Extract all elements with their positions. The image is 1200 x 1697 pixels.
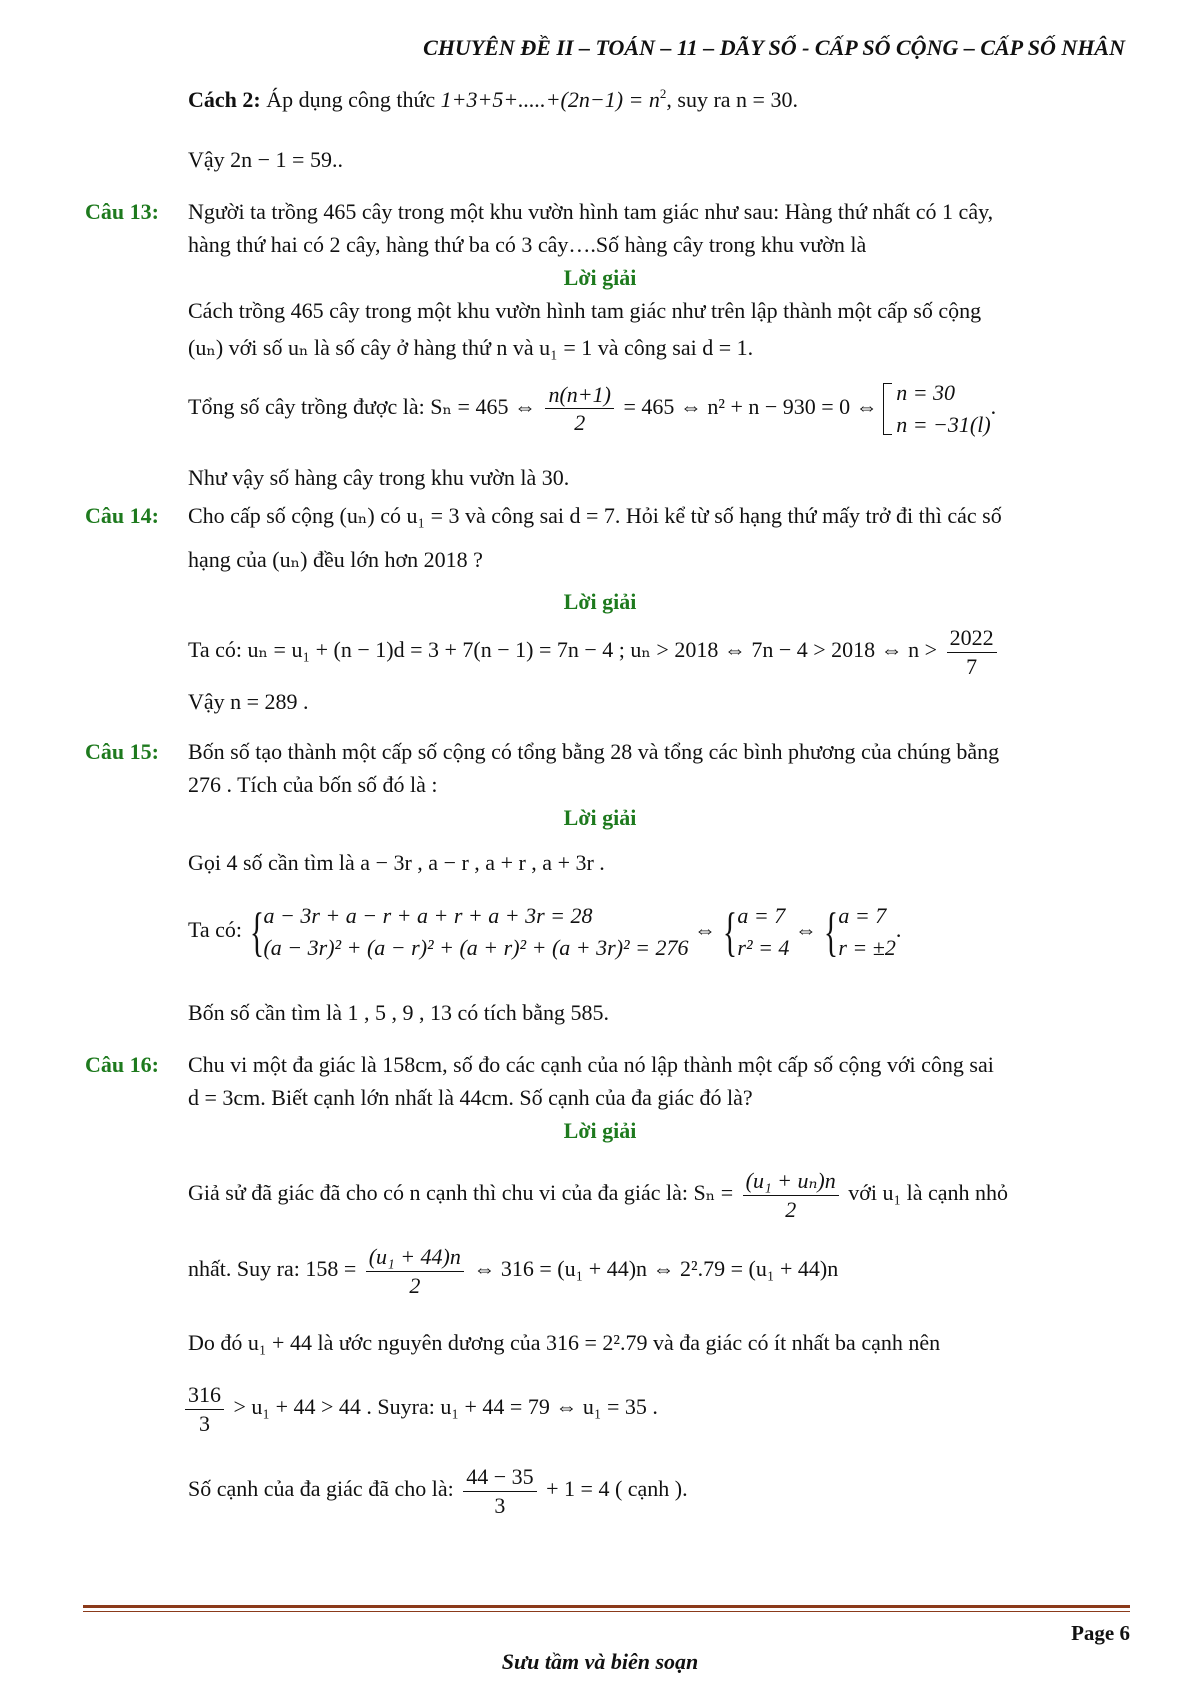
q16-s5-denominator: 3 — [494, 1492, 506, 1518]
q13-fraction — [545, 381, 614, 437]
q16-s2-suffix: ⇔ 316 = (u₁ + 44)n ⇔ 2².79 = (u₁ + 44)n — [473, 1256, 839, 1282]
q15-line-2: 276 . Tích của bốn số đó là : — [188, 772, 438, 797]
q15-brace-1: { — [249, 901, 264, 962]
q16-line-2: d = 3cm. Biết cạnh lớn nhất là 44cm. Số cạnh của đa giác đó là? — [188, 1085, 753, 1110]
question-14-label: Câu 14: — [85, 503, 159, 528]
q13-line-2: hàng thứ hai có 2 cây, hàng thứ ba có 3 cây….Số hàng cây trong khu vườn là — [188, 232, 867, 257]
q13-solution-line-1: Cách trồng 465 cây trong một khu vườn hình tam giác như trên lập thành một cấp số cộng — [188, 298, 982, 323]
q15-system: Ta có: { a − 3r + a − r + a + r + a + 3r = 28 (a − 3r)² + (a − r)² + (a + r)² + (a + 3r)² = 276 ⇔ { a = 7 r² = 4 ⇔ { a = 7 r = ±2 . — [188, 901, 902, 962]
q16-s2-fraction — [366, 1243, 464, 1299]
page-number: Page 6 — [1071, 1621, 1130, 1645]
q16-s1-suffix: với u₁ là cạnh nhỏ — [848, 1180, 1009, 1206]
q16-s1-fraction — [743, 1167, 839, 1223]
intro-conclusion: Vậy 2n − 1 = 59.. — [188, 147, 343, 172]
q13-line-1: Người ta trồng 465 cây trong một khu vườn hình tam giác như sau: Hàng thứ nhất có 1 cây, — [188, 199, 994, 224]
q16-solution-heading: Lời giải — [563, 1118, 637, 1143]
q14-equation-prefix: Ta có: uₙ = u₁ + (n − 1)d = 3 + 7(n − 1) = 7n − 4 ; uₙ > 2018 ⇔ 7n − 4 > 2018 ⇔ n > — [188, 637, 938, 663]
q16-solution-line-5 — [188, 1463, 688, 1519]
q16-s5-suffix: + 1 = 4 ( cạnh ). — [546, 1476, 688, 1502]
q13-cases — [896, 377, 990, 441]
footer-credit: Sưu tầm và biên soạn — [501, 1649, 699, 1674]
q13-solution-line-2: (uₙ) với số uₙ là số cây ở hàng thứ n và u₁ = 1 và công sai d = 1. — [188, 335, 754, 360]
q16-s5-fraction — [463, 1463, 536, 1519]
q15-solution-heading: Lời giải — [563, 805, 637, 830]
q15-brace-3: { — [824, 901, 839, 962]
q15-line-1: Bốn số tạo thành một cấp số cộng có tổng bằng 28 và tổng các bình phương của chúng bằng — [188, 739, 1000, 764]
q16-s5-prefix: Số cạnh của đa giác đã cho là: — [188, 1476, 454, 1502]
q13-sum-equation — [188, 377, 996, 441]
q15-system-2 — [737, 900, 789, 964]
q16-solution-line-4 — [185, 1381, 658, 1437]
q16-s1-prefix: Giả sử đã giác đã cho có n cạnh thì chu vi của đa giác là: Sₙ = — [188, 1180, 734, 1206]
q15-system-3-eq-1: a = 7 — [838, 903, 887, 928]
cach2-formula: 1+3+5+.....+(2n−1) = n — [440, 87, 660, 112]
cach2-label: Cách 2: — [188, 87, 261, 112]
q15-system-1 — [263, 900, 688, 964]
q15-brace-2: { — [723, 901, 738, 962]
q16-s4-fraction — [185, 1381, 224, 1437]
q15-solution-line-1: Gọi 4 số cần tìm là a − 3r , a − r , a + r , a + 3r . — [188, 850, 605, 875]
q13-fraction-numerator: n(n+1) — [545, 381, 614, 410]
q13-case-2: n = −31(l) — [896, 411, 991, 437]
q15-system-1-eq-2: (a − 3r)² + (a − r)² + (a + r)² + (a + 3r)² = 276 — [263, 934, 689, 960]
q14-fraction-numerator: 2022 — [947, 624, 997, 653]
q15-system-3 — [838, 900, 895, 964]
q15-conclusion: Bốn số cần tìm là 1 , 5 , 9 , 13 có tích bằng 585. — [188, 1000, 609, 1025]
q15-system-2-eq-1: a = 7 — [737, 903, 786, 928]
q15-system-2-eq-2: r² = 4 — [737, 934, 790, 960]
q15-iff-2: ⇔ — [794, 916, 817, 942]
q16-solution-line-3: Do đó u₁ + 44 là ước nguyên dương của 316 = 2².79 và đa giác có ít nhất ba cạnh nên — [188, 1330, 941, 1355]
q14-solution-heading: Lời giải — [563, 589, 637, 614]
footer-rule-thick — [83, 1605, 1130, 1608]
q16-line-1: Chu vi một đa giác là 158cm, số đo các cạnh của nó lập thành một cấp số cộng với công sai — [188, 1052, 994, 1077]
q16-s4-denominator: 3 — [199, 1410, 210, 1436]
q16-s1-numerator: (u₁ + uₙ)n — [743, 1167, 839, 1196]
q16-solution-line-1 — [188, 1167, 1008, 1223]
q16-s2-numerator: (u₁ + 44)n — [366, 1243, 464, 1272]
q14-fraction — [947, 624, 997, 680]
q16-s2-prefix: nhất. Suy ra: 158 = — [188, 1256, 357, 1282]
q14-line-2: hạng của (uₙ) đều lớn hơn 2018 ? — [188, 547, 483, 572]
q16-s1-denominator: 2 — [785, 1196, 797, 1222]
q14-conclusion: Vậy n = 289 . — [188, 689, 309, 714]
cach2-text: Áp dụng công thức — [260, 87, 441, 112]
cach2-tail: , suy ra n = 30. — [666, 87, 798, 112]
q13-conclusion: Như vậy số hàng cây trong khu vườn là 30. — [188, 465, 570, 490]
question-13-label: Câu 13: — [85, 199, 159, 224]
q13-sum-middle: = 465 ⇔ n² + n − 930 = 0 ⇔ — [623, 393, 878, 419]
q16-solution-line-2 — [188, 1243, 838, 1299]
q13-sum-prefix: Tổng số cây trồng được là: Sₙ = 465 ⇔ — [188, 393, 536, 419]
q16-s4-numerator: 316 — [185, 1381, 224, 1410]
q15-iff-1: ⇔ — [693, 916, 716, 942]
cach2-exponent: 2 — [659, 86, 667, 101]
q13-case-bracket — [883, 383, 892, 435]
q16-s2-denominator: 2 — [409, 1272, 421, 1298]
cach2-line — [188, 86, 798, 115]
footer-rule-thin — [83, 1611, 1130, 1612]
q13-sum-end: . — [990, 393, 997, 419]
q15-system-3-eq-2: r = ±2 — [838, 934, 896, 960]
q14-fraction-denominator: 7 — [966, 653, 978, 679]
q14-line-1: Cho cấp số cộng (uₙ) có u₁ = 3 và công sai d = 7. Hỏi kể từ số hạng thứ mấy trở đi thì các số — [188, 503, 1002, 528]
question-16-label: Câu 16: — [85, 1052, 159, 1077]
q15-system-1-eq-1: a − 3r + a − r + a + r + a + 3r = 28 — [263, 903, 593, 928]
q16-s5-numerator: 44 − 35 — [463, 1463, 536, 1492]
question-15-label: Câu 15: — [85, 739, 159, 764]
q15-system-prefix: Ta có: — [188, 916, 243, 942]
q13-case-1: n = 30 — [896, 380, 956, 405]
q13-fraction-denominator: 2 — [574, 410, 586, 436]
q14-solution-equation — [188, 624, 1001, 680]
q16-s4-suffix: > u₁ + 44 > 44 . Suyra: u₁ + 44 = 79 ⇔ u₁ = 35 . — [233, 1394, 658, 1420]
page-header: CHUYÊN ĐỀ II – TOÁN – 11 – DÃY SỐ - CẤP SỐ CỘNG – CẤP SỐ NHÂN — [423, 35, 1125, 60]
q13-solution-heading: Lời giải — [563, 265, 637, 290]
